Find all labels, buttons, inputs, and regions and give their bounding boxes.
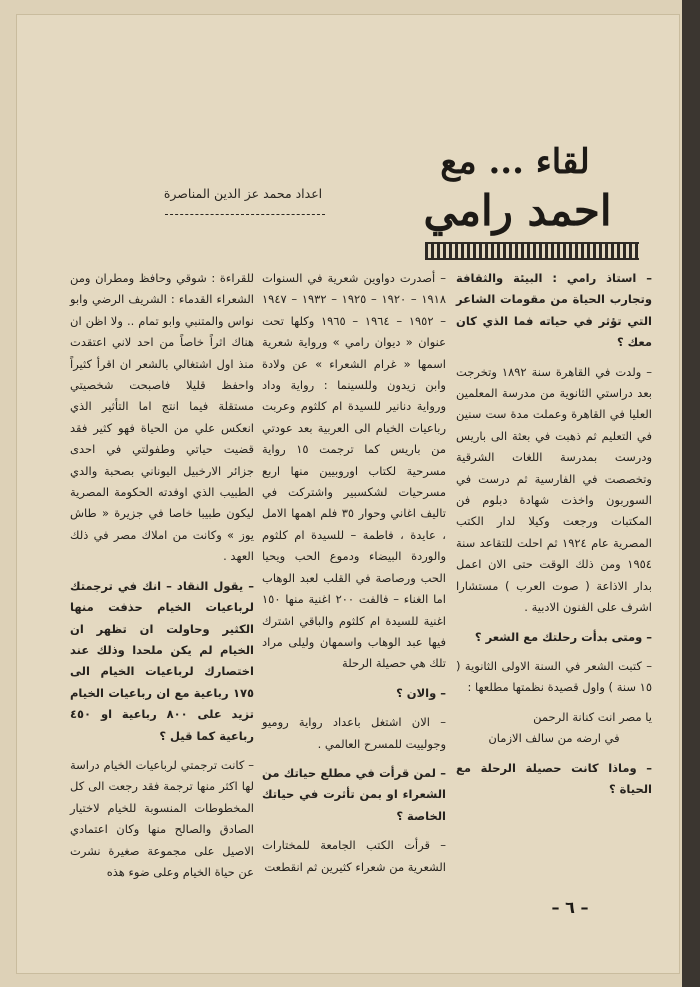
page-number: – ٦ –	[551, 898, 589, 917]
poem-line: يا مصر انت كنانة الرحمن	[533, 709, 652, 724]
answer-paragraph: للقراءة : شوقي وحافظ ومطران ومن الشعراء القدماء : الشريف الرضي وابو نواس والمتنبي وابو تمام .. ولا اظن ان هناك اثراً خاصاً من احد لاني اعتقدت منذ اول اشتغالي بالشعر ان اقرأ كثيراً واحفظ قليلا فاصبحت شخصيتي مستقلة فيما انتج اما التأثير الذي انعكس علي من الحياة فهو كثير فقد قضيت حياتي وطفولتي في احدى جزائر الارخبيل اليوناني بصحبة والدي الطبيب الذي اوفدته الحكومة المصرية ليكون طبيبا خاصا في جزيرة « طاش يوز » وكانت من املاك مصر في ذلك العهد .	[70, 271, 254, 564]
answer-paragraph: – كانت ترجمتي لرباعيات الخيام دراسة لها اكثر منها ترجمة فقد رجعت الى كل المخطوطات المنسوبة للخيام لاختيار الصادق والصالح منها وكان اعتمادي الاصيل على مجموعة صغيرة نشرت عن حياة الخيام وعلى ضوء هذه	[70, 757, 254, 879]
answer-paragraph: – أصدرت دواوين شعرية في السنوات ١٩١٨ – ١٩٢٠ – ١٩٢٥ – ١٩٣٢ – ١٩٤٧ – ١٩٥٢ – ١٩٦٤ – ١٩٦٥ وكلها تحت عنوان « ديوان رامي » ورواية شعرية اسمها « غرام الشعراء » عن ولادة وابن زيدون وللسينما : رواية وداد ورواية دنانير للسيدة ام كلثوم وعربت رباعيات الخيام الى العربية بعد عودتي من باريس كما ترجمت ١٥ رواية مسرحية لكتاب اوروبيين منها اربع مسرحيات لشكسبير واشتركت في تاليف اغاني وحوار ٣٥ فلم اهمها الامل ، عايدة ، فاطمة – للسيدة ام كلثوم والوردة البيضاء ودموع الحب ويحيا الحب ورصاصة في القلب لعبد الوهاب اما الغناء – فالفت ٢٠٠ اغنية منها ١٥٠ اغنية للسيدة ام كلثوم والباقي اشترك فيها عبد الوهاب واسمهان وليلى مراد تلك هي حصيلة الرحلة	[262, 271, 447, 671]
column-right	[456, 268, 652, 808]
article-title-line1: لقاء ... مع	[440, 142, 590, 182]
byline-divider	[165, 214, 325, 215]
scan-edge	[682, 0, 700, 987]
question-paragraph: – والان ؟	[396, 685, 446, 700]
answer-paragraph: – قرأت الكتب الجامعة للمختارات الشعرية من شعراء كثيرين ثم انقطعت	[262, 838, 446, 874]
question-paragraph: – وماذا كانت حصيلة الرحلة مع الحياة ؟	[456, 760, 652, 796]
question-paragraph: – استاذ رامي : البيئة والثقافة وتجارب الحياة من مقومات الشاعر التي تؤثر في حياته فما الذي كان معك ؟	[456, 271, 652, 350]
author-byline: اعداد محمد عز الدين المناصرة	[163, 186, 323, 201]
poem-line: في ارضه من سالف الازمان	[488, 731, 620, 746]
article-title-line2: احمد رامي	[423, 186, 612, 235]
question-paragraph: – لمن قرأت في مطلع حياتك من الشعراء او بمن تأثرت في حياتك الخاصة ؟	[262, 765, 446, 823]
answer-paragraph: – ولدت في القاهرة سنة ١٨٩٢ وتخرجت بعد دراستي الثانوية من مدرسة المعلمين العليا في القاهرة وعملت مدة ست سنين في التعليم ثم ذهبت في بعثة الى باريس ودرست بمدرسة اللغات الشرقية وتخصصت في الفارسية ثم درست في السوربون واخذت شهادة دبلوم فن المكتبات ورجعت وكيلا لدار الكتب المصرية عام ١٩٢٤ ثم احلت للتقاعد سنة ١٩٥٤ ومن ذلك الوقت حتى الان اعمل بدار الاذاعة ( صوت العرب ) مستشارا اشرف على الفنون الادبية .	[456, 364, 652, 615]
column-middle	[262, 268, 446, 886]
answer-paragraph: – الان اشتغل باعداد رواية روميو وجولييت للمسرح العالمي .	[262, 715, 446, 751]
question-paragraph: – يقول النقاد – انك في ترجمتك لرباعيات الخيام حذفت منها الكثير وحاولت ان تظهر ان الخيام لم يكن ملحدا وذلك عند اختصارك لرباعيات الخيام الى ١٧٥ رباعية مع ان رباعيات الخيام تزيد على ٨٠٠ رباعية او ٤٥٠ رباعية كما قيل ؟	[70, 578, 254, 743]
question-paragraph: – ومتى بدأت رحلتك مع الشعر ؟	[474, 629, 652, 644]
decorative-border	[425, 242, 639, 260]
column-left	[70, 268, 254, 891]
answer-paragraph: – كتبت الشعر في السنة الاولى الثانوية ( ١٥ سنة ) واول قصيدة نظمتها مطلعها :	[456, 658, 652, 695]
